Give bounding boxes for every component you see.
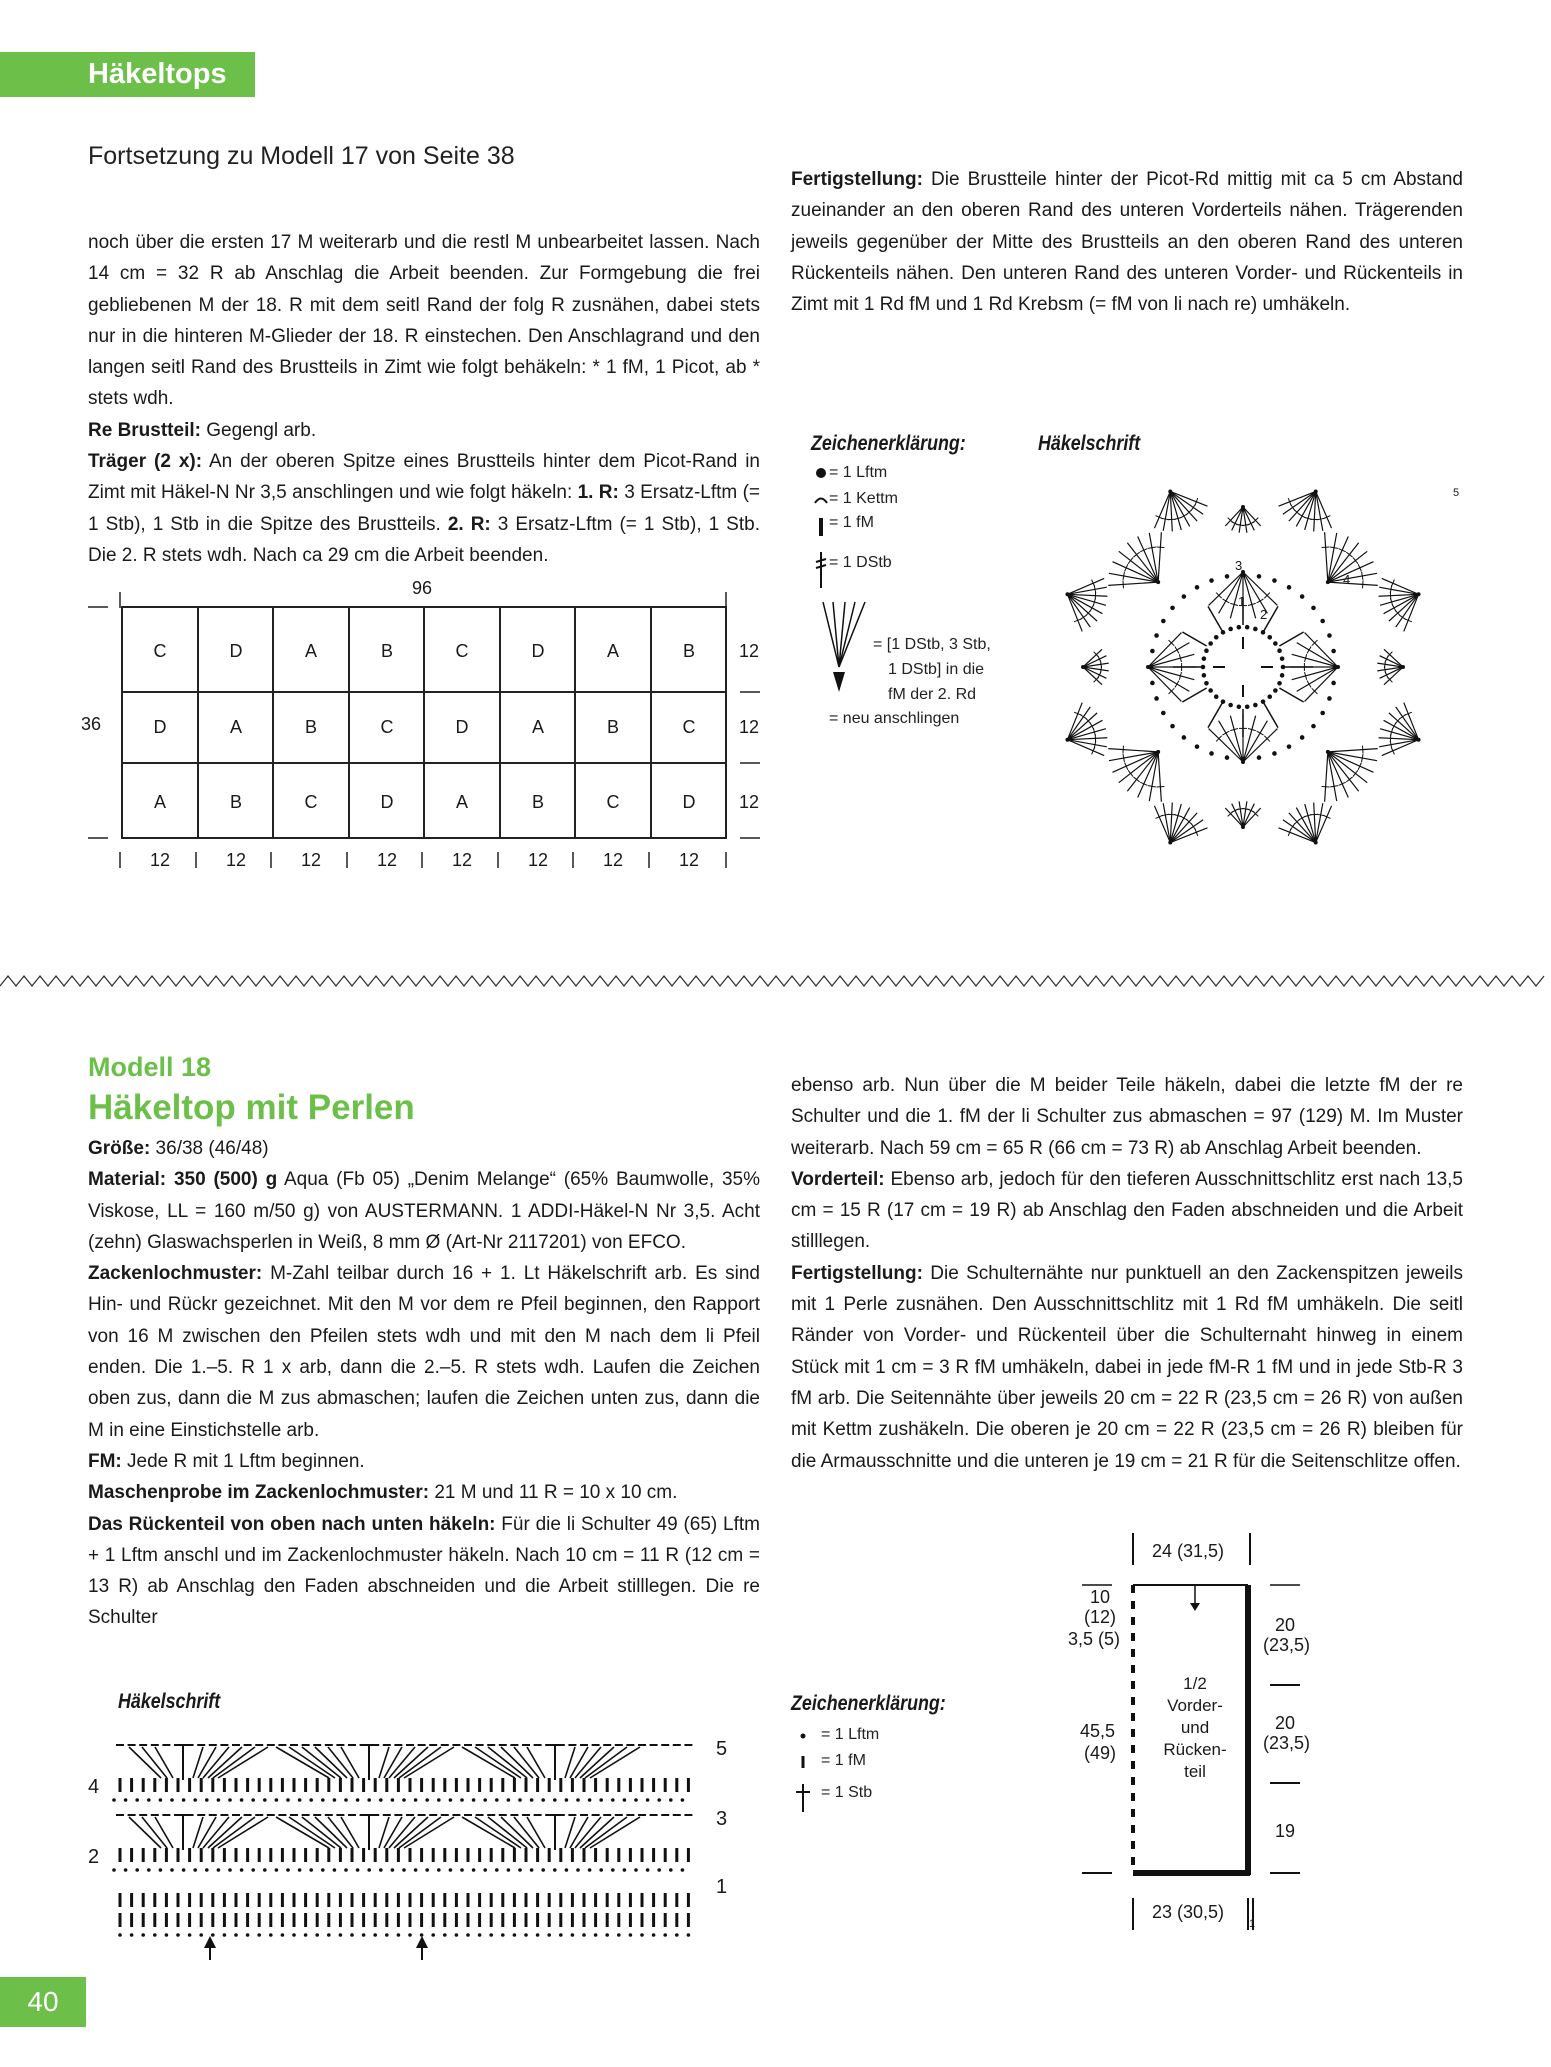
row-label: 1	[716, 1876, 728, 1898]
legend-item: = 1 Kettm	[829, 490, 898, 507]
legend-2	[791, 1692, 991, 1822]
legend-title: Zeichenerklärung:	[791, 1692, 946, 1715]
left-top-a: 10	[1090, 1587, 1111, 1607]
paragraph	[791, 1258, 1463, 1477]
row-label: 4	[88, 1776, 100, 1798]
legend-item: = 1 Lftm	[829, 464, 888, 481]
center-line: und	[1180, 1718, 1210, 1737]
right-mid-b: (23,5)	[1263, 1733, 1311, 1753]
paragraph: noch über die ersten 17 M weiterarb und die restl M unbearbeitet lassen. Nach 14 cm = 32 R ab Anschlag die Arbeit beenden. Zur Formgebung die frei gebliebenen M der 18. R mit dem seitl Rand der folg R zusnähen, dabei stets nur in die hinteren M-Glieder der 18. R einstechen. Den Anschlagrand und den langen seitl Rand des Brustteils in Zimt wie folgt behäkeln: * 1 fM, 1 Picot, ab * stets wdh.	[88, 232, 760, 410]
grid-cell: C	[455, 641, 469, 661]
text: 3 Ersatz-Lftm (= 1 Stb), 1 Stb in die Spitze des Brustteils.	[88, 482, 760, 535]
grid-cell: C	[153, 641, 167, 661]
right-top-b: (23,5)	[1263, 1635, 1311, 1655]
model17-left-text	[88, 227, 760, 571]
crochet-chart-1	[1038, 432, 1468, 902]
text: Jede R mit 1 Lftm beginnen.	[121, 1450, 365, 1472]
row-label: 5	[716, 1738, 728, 1760]
text: Ebenso arb, jedoch für den tieferen Ausschnittschlitz erst nach 13,5 cm = 15 R (17 cm = 19 R) ab Anschlag den Faden abschneiden und die Arbeit stilllegen.	[791, 1168, 1463, 1253]
row-height-label: 12	[738, 717, 760, 737]
text: Für die li Schulter 49 (65) Lftm + 1 Lftm anschl und im Zackenlochmuster häkeln. Nach 10 cm = 11 R (12 cm = 13 R) ab Anschlag den Faden abschneiden und die Arbeit stilllegen. Die re Schulter	[88, 1513, 760, 1629]
legend-symbols	[791, 1722, 821, 1832]
grid-cell: A	[455, 792, 468, 812]
bottom-width: 23 (30,5)	[1152, 1902, 1225, 1922]
center-label	[1155, 1673, 1235, 1783]
chart-title: Häkelschrift	[1038, 432, 1141, 455]
left-top-b: (12)	[1084, 1607, 1117, 1627]
text: M-Zahl teilbar durch 16 + 1. Lt Häkelschrift arb. Es sind Hin- und Rückr gezeichnet. Mit den M vor dem re Pfeil beginnen, den Rapport von 16 M zwischen den Pfeilen stets wdh und mit den M nach dem li Pfeil enden. Die 1.–5. R 1 x arb, dann die 2.–5. R stets wdh. Laufen die Zeichen oben zus, dann die M zus abmaschen; laufen die Zeichen unten zus, dann die M in eine Einstichstelle arb.	[88, 1263, 760, 1441]
col-width-label: 12	[376, 850, 398, 870]
pattern-drawing	[80, 1720, 760, 1960]
paragraph: ebenso arb. Nun über die M beider Teile häkeln, dabei die letzte fM der re Schulter und die 1. fM der li Schulter zus abmaschen = 97 (129) M. Im Muster weiterarb. Nach 59 cm = 65 R (66 cm = 73 R) ab Anschlag Arbeit beenden.	[791, 1075, 1463, 1159]
chart-title: Häkelschrift	[118, 1690, 221, 1713]
grid-cell: C	[304, 792, 318, 812]
grid-cell: B	[380, 641, 393, 661]
left-slit: 3,5 (5)	[1068, 1629, 1121, 1649]
height-label: 36	[80, 714, 102, 734]
legend-item: = neu anschlingen	[829, 710, 960, 727]
label: Träger (2 x):	[88, 451, 203, 473]
left-mid-a: 45,5	[1080, 1721, 1116, 1741]
paragraph	[88, 1477, 760, 1508]
round-label: 4	[1343, 572, 1351, 587]
round-label: 2	[1260, 607, 1268, 622]
text: Die Schulternähte nur punktuell an den Zackenspitzen jeweils mit 1 Perle zusnähen. Den Ausschnittschlitz mit 1 Rd fM umhäkeln. Die seitl Ränder von Vorder- und Rückenteil über die Schulternaht hinweg in einem Stück mit 1 cm = 3 R fM umhäkeln, dabei in jede fM-R 1 fM und in jede Stb-R 3 fM arb. Die Seitennähte über jeweils 20 cm = 22 R (23,5 cm = 26 R) von außen mit Kettm zushäkeln. Die oberen je 20 cm = 22 R (23,5 cm = 26 R) bleiben für die Armausschnitte und die unteren je 19 cm = 21 R für die Seitenschlitze offen.	[791, 1262, 1463, 1472]
row-label: 2	[88, 1846, 100, 1868]
label: Re Brustteil:	[88, 419, 201, 441]
grid-diagram	[80, 570, 770, 880]
grid-cell: B	[682, 641, 695, 661]
garment-schematic	[1060, 1525, 1360, 1935]
label: Material: 350 (500) g	[88, 1169, 278, 1191]
grid-cell: B	[606, 717, 619, 737]
legend-item: fM der 2. Rd	[888, 686, 977, 703]
row-height-label: 12	[738, 792, 760, 812]
grid-cell: C	[380, 717, 394, 737]
paragraph	[88, 1509, 760, 1634]
text: 21 M und 11 R = 10 x 10 cm.	[429, 1482, 678, 1504]
text: 36/38 (46/48)	[150, 1138, 269, 1159]
paragraph	[88, 1446, 760, 1477]
legend-1	[811, 432, 1011, 752]
round-label: 5	[1453, 487, 1460, 499]
model17-right-text	[791, 164, 1463, 320]
grid-cell: D	[455, 717, 469, 737]
top-width: 24 (31,5)	[1152, 1541, 1225, 1561]
grid-cell: B	[304, 717, 317, 737]
zigzag-divider	[0, 972, 1551, 992]
model18-left-text	[88, 1133, 760, 1634]
col-width-label: 12	[149, 850, 171, 870]
width-label: 96	[411, 578, 433, 598]
model18-right-text	[791, 1070, 1463, 1477]
right-mid-a: 20	[1275, 1713, 1296, 1733]
legend-item: = 1 fM	[821, 1752, 866, 1769]
legend-item: 1 DStb] in die	[888, 661, 985, 678]
label: Das Rückenteil von oben nach unten häkeln:	[88, 1513, 496, 1535]
legend-item: = [1 DStb, 3 Stb,	[873, 636, 991, 653]
paragraph	[791, 1164, 1463, 1258]
row-height-label: 12	[738, 641, 760, 661]
grid-cell: D	[531, 641, 545, 661]
page-number: 40	[0, 1977, 86, 2027]
col-width-label: 12	[678, 850, 700, 870]
legend-item: = 1 fM	[829, 514, 874, 531]
col-width-label: 12	[300, 850, 322, 870]
grid-cell: B	[531, 792, 544, 812]
label: Zackenlochmuster:	[88, 1263, 263, 1285]
grid-cell: A	[153, 792, 166, 812]
col-width-label: 12	[602, 850, 624, 870]
grid-cell: D	[229, 641, 243, 661]
text: An der oberen Spitze eines Brustteils hinter dem Picot-Rand in Zimt mit Häkel-N Nr 3,5 anschlingen und wie folgt häkeln:	[88, 451, 760, 504]
label: 2. R:	[447, 513, 491, 535]
legend-item: = 1 DStb	[829, 554, 892, 571]
legend-item: = 1 Stb	[821, 1784, 873, 1801]
label: 1. R:	[577, 482, 619, 504]
paragraph	[791, 164, 1463, 320]
label: Fertigstellung:	[791, 1262, 923, 1284]
center-line: Vorder-	[1167, 1696, 1223, 1715]
center-line: 1/2	[1183, 1674, 1207, 1693]
legend-title: Zeichenerklärung:	[811, 432, 966, 455]
grid-cell: C	[682, 717, 696, 737]
round-label: 3	[1235, 558, 1243, 573]
motif-drawing	[1038, 462, 1468, 902]
paragraph	[88, 1164, 760, 1258]
text: Gegengl arb.	[200, 419, 317, 441]
grid-cell: C	[606, 792, 620, 812]
crochet-chart-2	[80, 1690, 760, 1950]
round-label: 1	[1238, 594, 1246, 609]
text: 3 Ersatz-Lftm (= 1 Stb), 1 Stb. Die 2. R stets wdh. Nach ca 29 cm die Arbeit beenden.	[88, 513, 760, 566]
text: Aqua (Fb 05) „Denim Melange“ (65% Baumwolle, 35% Viskose, LL = 160 m/50 g) von AUSTERMANN. 1 ADDI-Häkel-N Nr 3,5. Acht (zehn) Glaswachsperlen in Weiß, 8 mm Ø (Art-Nr 2117201) von EFCO.	[88, 1169, 760, 1253]
col-width-label: 12	[527, 850, 549, 870]
legend-item: = 1 Lftm	[821, 1726, 880, 1743]
text: Die Brustteile hinter der Picot-Rd mittig mit ca 5 cm Abstand zueinander an den oberen Rand des unteren Vorderteils nähen. Trägerenden jeweils gegenüber der Mitte des Brustteils an den oberen Rand des unteren Rückenteils nähen. Den unteren Rand des unteren Vorder- und Rückenteils in Zimt mit 1 Rd fM und 1 Rd Krebsm (= fM von li nach re) umhäkeln.	[791, 169, 1463, 316]
paragraph	[88, 1133, 760, 1164]
label: Maschenprobe im Zackenlochmuster:	[88, 1482, 430, 1504]
grid-cell: A	[531, 717, 544, 737]
model-title: Häkeltop mit Perlen	[88, 1088, 415, 1127]
label: Vorderteil:	[791, 1168, 885, 1190]
grid-cell: A	[606, 641, 619, 661]
grid-cell: D	[153, 717, 167, 737]
right-top-a: 20	[1275, 1615, 1296, 1635]
model-number: Modell 18	[88, 1052, 212, 1082]
paragraph	[88, 415, 760, 446]
label: Größe:	[88, 1138, 151, 1159]
grid-cell: D	[682, 792, 696, 812]
grid-cell: A	[304, 641, 317, 661]
section-tab: Häkeltops	[0, 52, 255, 97]
paragraph	[88, 446, 760, 571]
center-line: teil	[1184, 1762, 1206, 1781]
paragraph	[88, 1258, 760, 1446]
col-width-label: 12	[225, 850, 247, 870]
label: FM:	[88, 1450, 122, 1472]
grid-cell: A	[229, 717, 242, 737]
continuation-heading: Fortsetzung zu Modell 17 von Seite 38	[88, 142, 515, 170]
row-label: 3	[716, 1808, 728, 1830]
center-line: Rücken-	[1163, 1740, 1227, 1759]
bottom-edge: 1	[1249, 1918, 1256, 1930]
col-width-label: 12	[451, 850, 473, 870]
left-mid-b: (49)	[1084, 1743, 1117, 1763]
right-bottom: 19	[1275, 1821, 1296, 1841]
label: Fertigstellung:	[791, 169, 923, 190]
grid-cell: B	[229, 792, 242, 812]
grid-cell: D	[380, 792, 394, 812]
